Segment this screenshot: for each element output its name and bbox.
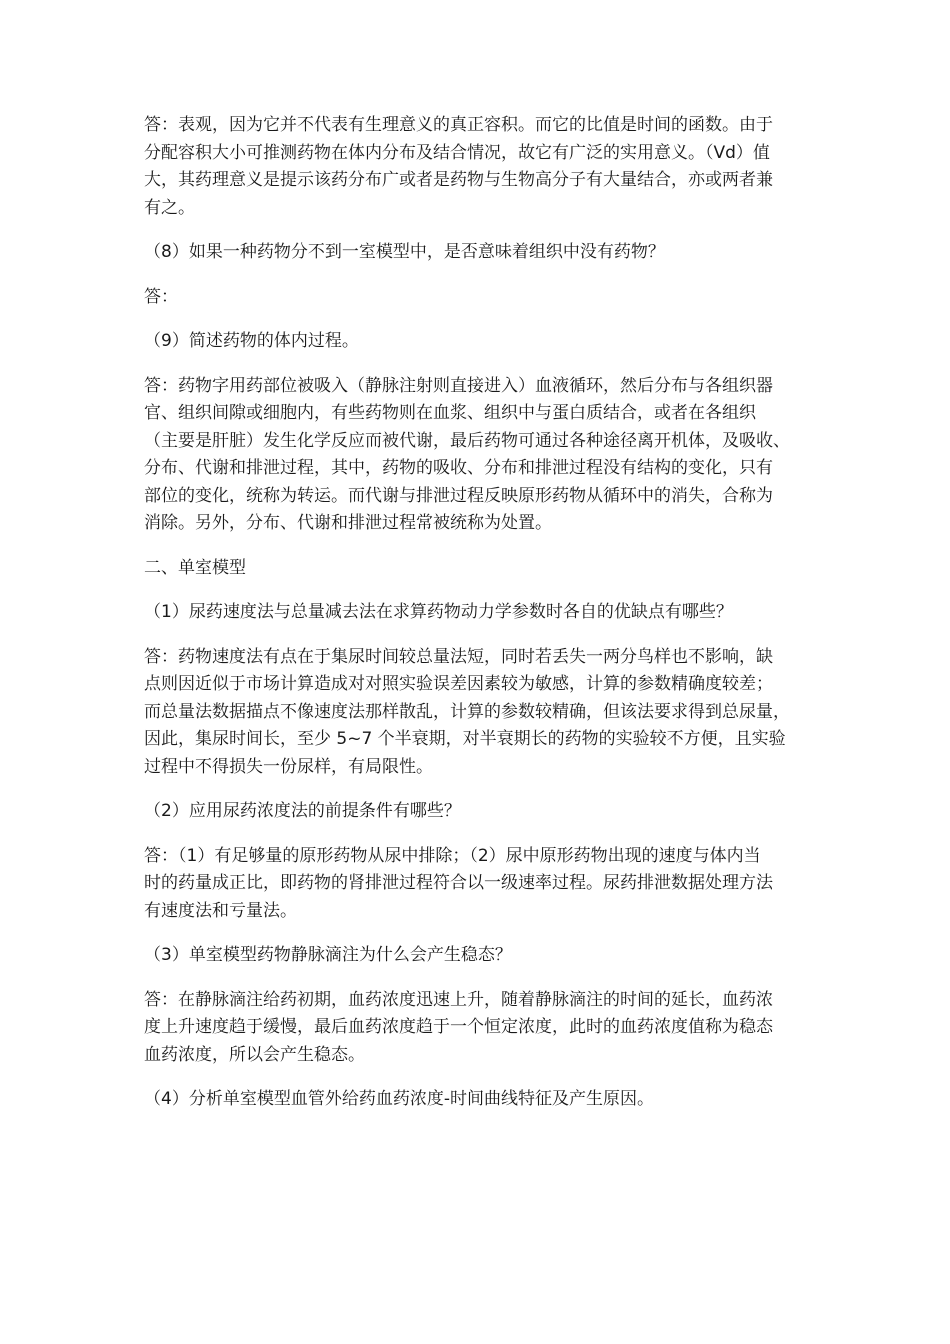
text-line: （4）分析单室模型血管外给药血药浓度-时间曲线特征及产生原因。	[144, 1089, 654, 1109]
question-paragraph	[144, 599, 824, 627]
text-line: 答：药物字用药部位被吸入（静脉注射则直接进入）血液循环，然后分布与各组织器	[144, 375, 773, 396]
text-line: （9）简述药物的体内过程。	[144, 331, 359, 351]
answer-paragraph	[144, 644, 824, 782]
text-line: 官、组织间隙或细胞内，有些药物则在血浆、组织中与蛋白质结合，或者在各组织	[144, 403, 756, 423]
text-line: （8）如果一种药物分不到一室模型中，是否意味着组织中没有药物？	[144, 242, 665, 262]
text-line: 答：在静脉滴注给药初期，血药浓度迅速上升，随着静脉滴注的时间的延长，血药浓	[144, 989, 773, 1010]
text-line: 二、单室模型	[144, 557, 246, 578]
text-line: 因此，集尿时间长，至少 5~7 个半衰期，对半衰期长的药物的实验较不方便，且实验	[144, 729, 786, 749]
text-line: 过程中不得损失一份尿样，有局限性。	[144, 756, 433, 777]
text-line: 答：药物速度法有点在于集尿时间较总量法短，同时若丢失一两分鸟样也不影响，缺	[144, 646, 773, 667]
question-paragraph	[144, 1086, 824, 1114]
question-paragraph	[144, 239, 824, 267]
question-paragraph	[144, 798, 824, 826]
text-line: 度上升速度趋于缓慢，最后血药浓度趋于一个恒定浓度，此时的血药浓度值称为稳态	[144, 1017, 773, 1037]
text-line: （主要是肝脏）发生化学反应而被代谢，最后药物可通过各种途径离开机体，及吸收、	[144, 430, 790, 451]
text-line: 消除。另外，分布、代谢和排泄过程常被统称为处置。	[144, 513, 552, 533]
text-line: 答：（1）有足够量的原形药物从尿中排除；（2）尿中原形药物出现的速度与体内当	[144, 845, 761, 866]
question-paragraph	[144, 328, 824, 356]
answer-paragraph	[144, 112, 824, 222]
text-line: 而总量法数据描点不像速度法那样散乱，计算的参数较精确，但该法要求得到总尿量，	[144, 701, 790, 722]
text-line: （1）尿药速度法与总量减去法在求算药物动力学参数时各自的优缺点有哪些？	[144, 602, 733, 622]
text-line: （2）应用尿药浓度法的前提条件有哪些？	[144, 801, 461, 821]
text-line: 有速度法和亏量法。	[144, 900, 297, 921]
document-body	[144, 112, 824, 1131]
text-line: 分布、代谢和排泄过程，其中，药物的吸收、分布和排泄过程没有结构的变化，只有	[144, 458, 773, 478]
text-line: 分配容积大小可推测药物在体内分布及结合情况，故它有广泛的实用意义。（Vd）值	[144, 142, 770, 163]
answer-paragraph	[144, 843, 824, 926]
answer-paragraph	[144, 284, 824, 312]
text-line: 有之。	[144, 197, 195, 218]
text-line: 部位的变化，统称为转运。而代谢与排泄过程反映原形药物从循环中的消失，合称为	[144, 485, 773, 506]
text-line: 血药浓度，所以会产生稳态。	[144, 1044, 365, 1065]
text-line: 时的药量成正比，即药物的肾排泄过程符合以一级速率过程。尿药排泄数据处理方法	[144, 873, 773, 893]
section-heading	[144, 555, 824, 583]
text-line: 大，其药理意义是提示该药分布广或者是药物与生物高分子有大量结合，亦或两者兼	[144, 170, 773, 190]
answer-paragraph	[144, 373, 824, 538]
text-line: 答：表观，因为它并不代表有生理意义的真正容积。而它的比值是时间的函数。由于	[144, 115, 773, 135]
text-line: 点则因近似于市场计算造成对对照实验误差因素较为敏感，计算的参数精确度较差；	[144, 674, 773, 694]
text-line: 答：	[144, 286, 178, 307]
answer-paragraph	[144, 987, 824, 1070]
question-paragraph	[144, 942, 824, 970]
text-line: （3）单室模型药物静脉滴注为什么会产生稳态？	[144, 945, 512, 965]
